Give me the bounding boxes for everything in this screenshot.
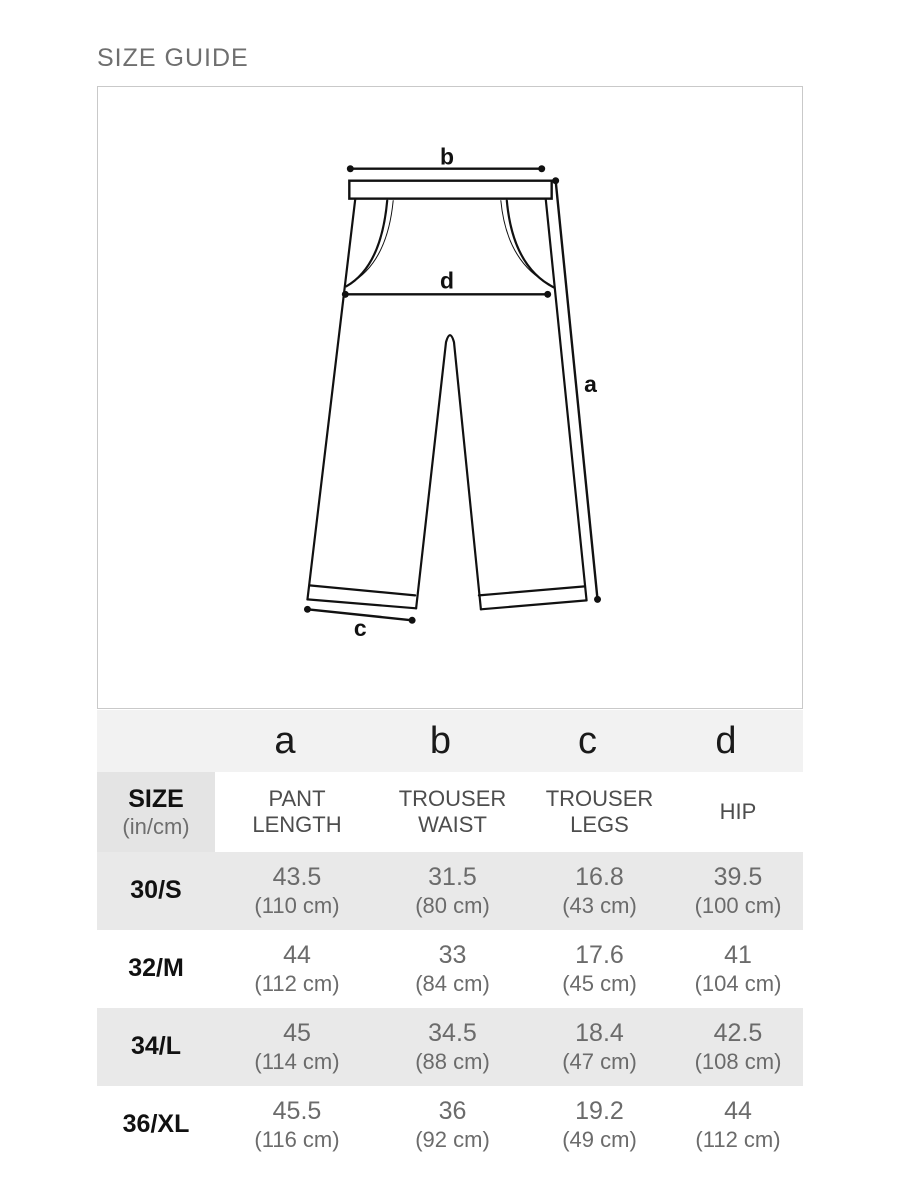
size-label: 34/L	[130, 1032, 182, 1061]
diagram-label-b: b	[440, 143, 455, 170]
value-in: 17.6	[575, 941, 624, 970]
value-cm: (43 cm)	[562, 893, 637, 919]
column-header-line: LENGTH	[252, 812, 342, 837]
waistband	[349, 181, 551, 199]
value-in: 45.5	[272, 1097, 322, 1126]
value-cm: (45 cm)	[562, 971, 637, 997]
letter-cell-a	[215, 710, 379, 772]
page-title: SIZE GUIDE	[97, 44, 249, 72]
column-letter-b: b	[429, 720, 452, 762]
value-in: 33	[438, 941, 467, 970]
size-header-cell	[97, 772, 215, 852]
size-table	[97, 710, 803, 1164]
value-in: 43.5	[272, 863, 322, 892]
value-cm: (108 cm)	[694, 1049, 782, 1075]
value-in: 45	[283, 1019, 311, 1048]
value-cell	[526, 930, 673, 1008]
value-cell	[379, 930, 526, 1008]
value-in: 16.8	[575, 863, 624, 892]
column-header-line: WAIST	[418, 812, 487, 837]
value-cell	[526, 852, 673, 930]
value-cm: (116 cm)	[254, 1127, 340, 1153]
column-letter-d: d	[715, 720, 737, 762]
table-letter-row	[97, 710, 803, 772]
value-in: 44	[724, 1097, 752, 1126]
value-cell	[215, 1086, 379, 1164]
column-header-hip	[673, 772, 803, 852]
column-header-trouser-legs	[526, 772, 673, 852]
value-in: 18.4	[575, 1019, 624, 1048]
pant-outline	[307, 199, 586, 610]
value-in: 42.5	[713, 1019, 763, 1048]
table-row-34l	[97, 1008, 803, 1086]
letter-cell-d	[673, 710, 803, 772]
value-cm: (110 cm)	[254, 893, 340, 919]
size-header-title: SIZE	[128, 784, 184, 813]
value-in: 19.2	[575, 1097, 624, 1126]
table-row-36xl	[97, 1086, 803, 1164]
value-cell	[673, 1008, 803, 1086]
value-in: 34.5	[428, 1019, 477, 1048]
value-in: 41	[724, 941, 752, 970]
column-header-line: LEGS	[570, 812, 629, 837]
value-cm: (47 cm)	[562, 1049, 637, 1075]
value-cell	[379, 852, 526, 930]
table-row-32m	[97, 930, 803, 1008]
value-cm: (92 cm)	[415, 1127, 490, 1153]
table-row-30s	[97, 852, 803, 930]
letter-cell-c	[526, 710, 673, 772]
column-header-trouser-waist	[379, 772, 526, 852]
column-header-line: TROUSER	[545, 785, 654, 811]
column-header-line: PANT	[268, 785, 326, 811]
size-label: 36/XL	[122, 1110, 190, 1139]
table-header-row	[97, 772, 803, 852]
value-cell	[673, 930, 803, 1008]
column-header-pant-length	[215, 772, 379, 852]
diagram-label-c: c	[353, 615, 367, 642]
value-in: 39.5	[713, 863, 763, 892]
value-cell	[215, 1008, 379, 1086]
diagram-label-d: d	[440, 267, 455, 294]
value-cm: (49 cm)	[562, 1127, 637, 1153]
value-cell	[673, 1086, 803, 1164]
size-header-unit: (in/cm)	[122, 813, 190, 839]
value-in: 36	[438, 1097, 467, 1126]
letter-cell-b	[379, 710, 526, 772]
value-cm: (80 cm)	[415, 893, 490, 919]
size-label: 32/M	[128, 954, 184, 983]
column-letter-a: a	[274, 720, 296, 762]
value-cm: (104 cm)	[694, 971, 782, 997]
value-cell	[673, 852, 803, 930]
pocket-right	[501, 201, 554, 288]
size-label: 30/S	[130, 876, 182, 905]
value-cell	[526, 1086, 673, 1164]
value-in: 31.5	[428, 863, 477, 892]
letter-cell-empty	[97, 710, 215, 772]
value-cm: (114 cm)	[254, 1049, 340, 1075]
value-cell	[215, 852, 379, 930]
column-letter-c: c	[578, 720, 597, 762]
pants-measurement-diagram	[97, 86, 803, 709]
value-cm: (112 cm)	[254, 971, 340, 997]
column-header-line: TROUSER	[398, 785, 507, 811]
value-cm: (88 cm)	[415, 1049, 490, 1075]
value-cell	[215, 930, 379, 1008]
diagram-label-a: a	[584, 371, 597, 398]
column-header-line: HIP	[719, 798, 757, 824]
value-in: 44	[283, 941, 311, 970]
value-cell	[379, 1086, 526, 1164]
pants-diagram-svg	[98, 87, 802, 708]
value-cm: (84 cm)	[415, 971, 490, 997]
value-cell	[379, 1008, 526, 1086]
value-cell	[526, 1008, 673, 1086]
value-cm: (100 cm)	[694, 893, 782, 919]
value-cm: (112 cm)	[695, 1127, 781, 1153]
